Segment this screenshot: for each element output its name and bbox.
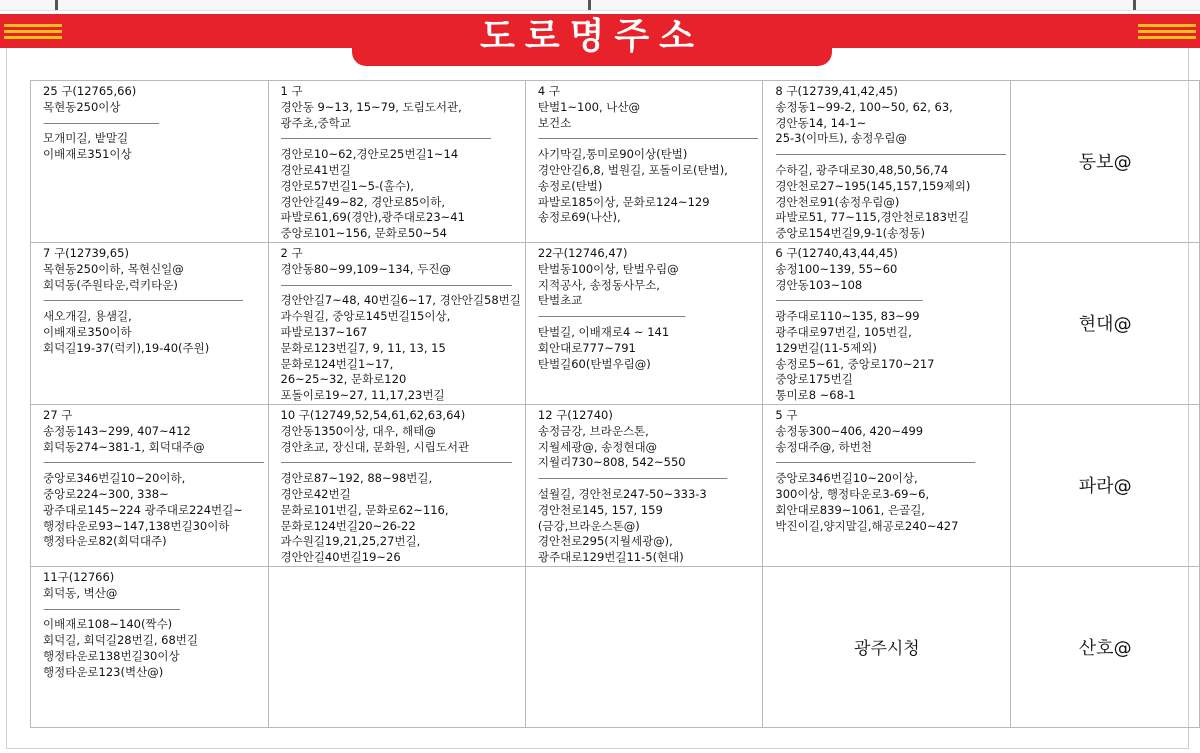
city-hall-cell	[763, 566, 1011, 727]
binder-hook	[588, 0, 591, 10]
address-line: 통미로8 ~68-1	[775, 388, 856, 403]
address-line: 사기막길,통미로90이상(탄벌)	[537, 147, 688, 162]
address-line: 25-3(이마트), 송정우림@	[775, 131, 908, 146]
address-line: 경안동14, 14-1~	[775, 115, 867, 130]
zone-cell-lines	[43, 408, 264, 550]
address-line: 파발로61,69(경안),광주대로23~41	[280, 210, 465, 225]
assignee-name: 현대@	[1078, 314, 1132, 336]
address-line: 이배재로351이상	[43, 147, 132, 162]
divider-line: ———————————————————	[43, 293, 243, 308]
empty-cell	[525, 566, 763, 727]
address-line: 광주대로97번길, 105번길,	[775, 324, 912, 339]
table-row	[31, 404, 1200, 566]
address-line: 문화로124번길20~26-22	[280, 518, 416, 533]
zone-cell	[268, 81, 525, 243]
address-line: 4 구	[537, 84, 560, 98]
zone-cell-lines	[43, 246, 264, 357]
divider-line: —————————————————————	[537, 131, 759, 146]
address-line: 경안천로91(송정우림@)	[775, 194, 900, 209]
address-line: 22구(12746,47)	[537, 245, 628, 260]
address-line: 행정타운로123(벽산@)	[43, 664, 164, 679]
address-line: 회덕동(주원타운,럭키타운)	[43, 277, 178, 292]
address-line: 송정금강, 브라운스톤,	[537, 423, 649, 438]
zone-cell-lines	[538, 408, 759, 566]
zone-cell	[763, 81, 1011, 243]
table-row	[31, 81, 1200, 243]
address-line: 경안안길6,8, 벌원길, 포돌이로(탄벌),	[537, 162, 728, 177]
zone-cell-lines	[775, 84, 1006, 242]
address-line: 송정로(탄벌)	[537, 178, 603, 193]
address-line: 송정동1~99-2, 100~50, 62, 63,	[775, 99, 953, 114]
address-line: 경안동103~108	[775, 277, 863, 292]
zone-cell-lines	[538, 84, 759, 226]
divider-line: ————————————————————	[280, 131, 491, 146]
address-line: 광주초,중학교	[280, 115, 351, 130]
assignee-cell	[1011, 81, 1200, 243]
address-line: 송정100~139, 55~60	[775, 261, 898, 276]
divider-line: —————————————————————	[43, 455, 264, 470]
zone-cell	[31, 81, 269, 243]
address-line: 이배재로350이하	[43, 324, 132, 339]
address-line: (금강,브라운스톤@)	[537, 518, 640, 533]
zone-cell	[31, 242, 269, 404]
top-strip	[0, 0, 1200, 11]
table-row	[31, 242, 1200, 404]
zone-cell-lines	[775, 246, 1006, 404]
divider-line: ———————————————————	[775, 455, 975, 470]
address-line: 27 구	[43, 407, 73, 422]
address-line: 경안동1350이상, 대우, 해태@	[280, 423, 436, 438]
address-line: 행정타운로93~147,138번길30이하	[43, 518, 230, 533]
address-line: 이배재로108~140(짝수)	[43, 617, 173, 632]
address-table	[30, 80, 1200, 728]
address-line: 300이상, 행정타운로3-69~6,	[775, 486, 930, 501]
address-line: 파발로137~167	[280, 324, 368, 339]
divider-line: ——————————————————————	[280, 455, 512, 470]
binder-hook	[1133, 0, 1136, 10]
zone-cell-lines	[538, 246, 759, 372]
address-line: 경안로10~62,경안로25번길1~14	[280, 147, 459, 162]
address-line: 광주대로110~135, 83~99	[775, 309, 920, 324]
divider-line: ——————————————	[537, 309, 685, 324]
empty-cell	[268, 566, 525, 727]
address-line: 탄벌동100이상, 탄벌우림@	[537, 261, 679, 276]
address-line: 중앙로154번길9,9-1(송정동)	[775, 226, 925, 241]
table-row	[31, 566, 1200, 727]
address-line: 포돌이로19~27, 11,17,23번길	[280, 388, 445, 403]
zone-cell	[525, 81, 763, 243]
address-line: 회덕길, 회덕길28번길, 68번길	[43, 633, 198, 648]
address-line: 새오개길, 용샘길,	[43, 309, 132, 324]
banner-stripes-left	[4, 14, 62, 48]
address-line: 문화로101번길, 문화로62~116,	[280, 502, 449, 517]
address-line: 파발로185이상, 문화로124~129	[537, 194, 710, 209]
assignee-cell	[1011, 404, 1200, 566]
address-line: 과수원길, 중앙로145번길15이상,	[280, 309, 451, 324]
address-line: 수하길, 광주대로30,48,50,56,74	[775, 162, 949, 177]
address-line: 모개미길, 밭말길	[43, 131, 129, 146]
address-line: 지월리730~808, 542~550	[537, 455, 686, 470]
address-line: 경안동 9~13, 15~79, 도림도서관,	[280, 99, 462, 114]
zone-cell-lines	[43, 84, 264, 163]
address-line: 경안로57번길1~5-(홀수),	[280, 178, 414, 193]
address-line: 경안초교, 장신대, 문화원, 시립도서관	[280, 439, 470, 454]
address-line: 11구(12766)	[43, 569, 115, 584]
address-line: 12 구(12740)	[537, 407, 613, 422]
address-line: 중앙로224~300, 338~	[43, 486, 169, 501]
address-line: 6 구(12740,43,44,45)	[775, 245, 898, 260]
zone-cell	[31, 404, 269, 566]
divider-line: ——————————————————	[537, 471, 727, 486]
address-line: 회덕동274~381-1, 회덕대주@	[43, 439, 205, 454]
address-line: 경안안길40번길19~26	[280, 550, 401, 565]
zone-cell	[525, 404, 763, 566]
address-line: 탄벌1~100, 나산@	[537, 99, 641, 114]
address-line: 문화로123번길7, 9, 11, 13, 15	[280, 340, 446, 355]
divider-line: ———————————	[43, 115, 159, 130]
zone-cell	[31, 566, 269, 727]
zone-cell	[763, 242, 1011, 404]
address-line: 7 구(12739,65)	[43, 245, 129, 260]
divider-line: ——————————————————————	[775, 147, 1007, 162]
zone-cell	[268, 242, 525, 404]
address-line: 보건소	[537, 115, 572, 130]
address-line: 지월세광@, 송정현대@	[537, 439, 658, 454]
zone-cell	[763, 404, 1011, 566]
address-line: 과수원길19,21,25,27번길,	[280, 534, 421, 549]
city-hall-label: 광주시청	[854, 639, 920, 660]
address-line: 8 구(12739,41,42,45)	[775, 84, 898, 98]
zone-cell-lines	[281, 408, 521, 566]
assignee-name: 동보@	[1078, 152, 1132, 174]
address-line: 송정로5~61, 중앙로170~217	[775, 356, 935, 371]
address-line: 경안로87~192, 88~98번길,	[280, 471, 433, 486]
address-line: 경안동80~99,109~134, 두진@	[280, 261, 451, 276]
divider-line: ——————————————————————	[280, 277, 512, 292]
address-line: 5 구	[775, 407, 798, 422]
address-line: 파발로51, 77~115,경안천로183번길	[775, 210, 970, 225]
binder-hook	[55, 0, 58, 10]
assignee-cell	[1011, 242, 1200, 404]
address-line: 경안로41번길	[280, 162, 351, 177]
address-line: 설월길, 경안천로247-50~333-3	[537, 486, 707, 501]
address-line: 중앙로346번길10~20이하,	[43, 471, 186, 486]
assignee-name: 파라@	[1078, 476, 1132, 498]
assignee-name: 산호@	[1078, 637, 1132, 659]
zone-cell-lines	[281, 246, 521, 404]
address-line: 25 구(12765,66)	[43, 84, 137, 98]
address-line: 경안천로27~195(145,157,159제외)	[775, 178, 971, 193]
address-line: 1 구	[280, 84, 303, 98]
address-line: 목현동250이하, 목현신일@	[43, 261, 184, 276]
address-line: 2 구	[280, 245, 303, 260]
address-line: 경안천로145, 157, 159	[537, 502, 663, 517]
zone-cell	[525, 242, 763, 404]
address-line: 목현동250이상	[43, 99, 121, 114]
address-line: 중앙로175번길	[775, 372, 853, 387]
divider-line: —————————————	[43, 601, 180, 616]
zone-cell-lines	[775, 408, 1006, 534]
address-line: 지적공사, 송정동사무소,	[537, 277, 660, 292]
address-line: 회안대로777~791	[537, 340, 636, 355]
address-line: 송정동143~299, 407~412	[43, 423, 191, 438]
address-line: 중앙로101~156, 문화로50~54	[280, 226, 447, 241]
address-line: 송정동300~406, 420~499	[775, 423, 924, 438]
divider-line: ——————————————	[775, 293, 923, 308]
address-line: 송정대주@, 하번천	[775, 439, 872, 454]
address-line: 경안로42번길	[280, 486, 351, 501]
address-line: 회안대로839~1061, 은골길,	[775, 502, 925, 517]
address-line: 행정타운로82(회덕대주)	[43, 534, 167, 549]
assignee-cell	[1011, 566, 1200, 727]
address-line: 탄벌길60(탄벌우림@)	[537, 356, 651, 371]
address-line: 회덕길19-37(럭키),19-40(주원)	[43, 340, 210, 355]
address-line: 탄벌초교	[537, 293, 583, 308]
address-line: 10 구(12749,52,54,61,62,63,64)	[280, 407, 466, 422]
zone-cell-lines	[43, 570, 264, 681]
address-line: 문화로124번길1~17,	[280, 356, 394, 371]
address-line: 회덕동, 벽산@	[43, 585, 118, 600]
page-title: 도로명주소	[480, 16, 704, 57]
address-line: 탄벌길, 이배재로4 ~ 141	[537, 324, 670, 339]
address-line: 박진이길,양지말길,해공로240~427	[775, 518, 959, 533]
address-line: 129번길(11-5제외)	[775, 340, 877, 355]
address-line: 경안안길49~82, 경안로85이하,	[280, 194, 445, 209]
address-line: 광주대로145~224 광주대로224번길~	[43, 502, 243, 517]
address-line: 광주대로129번길11-5(현대)	[537, 550, 684, 565]
address-line: 송정로69(나산),	[537, 210, 621, 225]
zone-cell	[268, 404, 525, 566]
address-line: 행정타운로138번길30이상	[43, 648, 180, 663]
address-line: 중앙로346번길10~20이상,	[775, 471, 918, 486]
address-line: 26~25~32, 문화로120	[280, 372, 407, 387]
zone-cell-lines	[281, 84, 521, 242]
address-line: 경안안길7~48, 40번길6~17, 경안안길58번길	[280, 293, 521, 308]
address-line: 경안천로295(지월세광@),	[537, 534, 673, 549]
banner-stripes-right	[1138, 14, 1196, 48]
